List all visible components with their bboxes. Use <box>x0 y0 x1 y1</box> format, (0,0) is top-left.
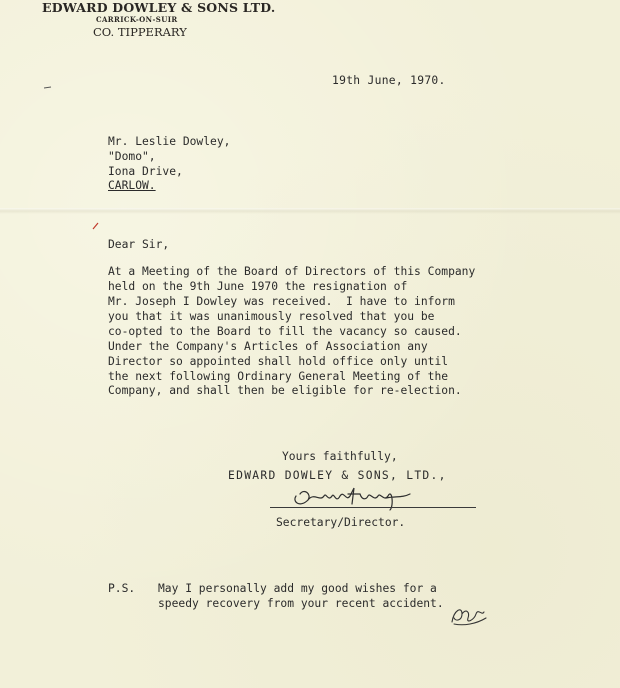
body-line: At a Meeting of the Board of Directors of this Company <box>108 265 476 278</box>
ink-speck <box>44 86 52 90</box>
ps-line: speedy recovery from your recent accident. <box>158 597 444 610</box>
salutation: Dear Sir, <box>108 238 170 251</box>
letter-date: 19th June, 1970. <box>332 74 446 87</box>
body-line: Mr. Joseph I Dowley was received. I have to inform <box>108 295 455 308</box>
red-ink-mark <box>92 222 100 230</box>
letterhead-company: EDWARD DOWLEY & SONS LTD. <box>42 0 276 15</box>
letterhead-county: CO. TIPPERARY <box>93 25 187 39</box>
recipient-street: Iona Drive, <box>108 165 183 178</box>
body-line: you that it was unanimously resolved that you be <box>108 310 435 323</box>
signature-line <box>270 507 476 508</box>
recipient-town: CARLOW. <box>108 179 156 192</box>
body-line: the next following Ordinary General Meeting of the <box>108 370 449 383</box>
recipient-house: "Domo", <box>108 150 156 163</box>
closing: Yours faithfully, <box>282 450 398 463</box>
signer-role: Secretary/Director. <box>276 516 406 529</box>
body-line: held on the 9th June 1970 the resignation of <box>108 280 408 293</box>
body-line: Director so appointed shall hold office only until <box>108 355 449 368</box>
signing-company: EDWARD DOWLEY & SONS, LTD., <box>228 469 447 482</box>
body-line: Company, and shall then be eligible for re-election. <box>108 384 462 397</box>
paper-fold <box>0 208 620 214</box>
ps-line: May I personally add my good wishes for a <box>158 582 437 595</box>
recipient-name: Mr. Leslie Dowley, <box>108 135 231 148</box>
body-line: Under the Company's Articles of Association any <box>108 340 428 353</box>
body-line: co-opted to the Board to fill the vacancy so caused. <box>108 325 462 338</box>
ps-label: P.S. <box>108 582 136 595</box>
letterhead-town: CARRICK-ON-SUIR <box>96 15 178 24</box>
initials-signature <box>448 600 490 630</box>
